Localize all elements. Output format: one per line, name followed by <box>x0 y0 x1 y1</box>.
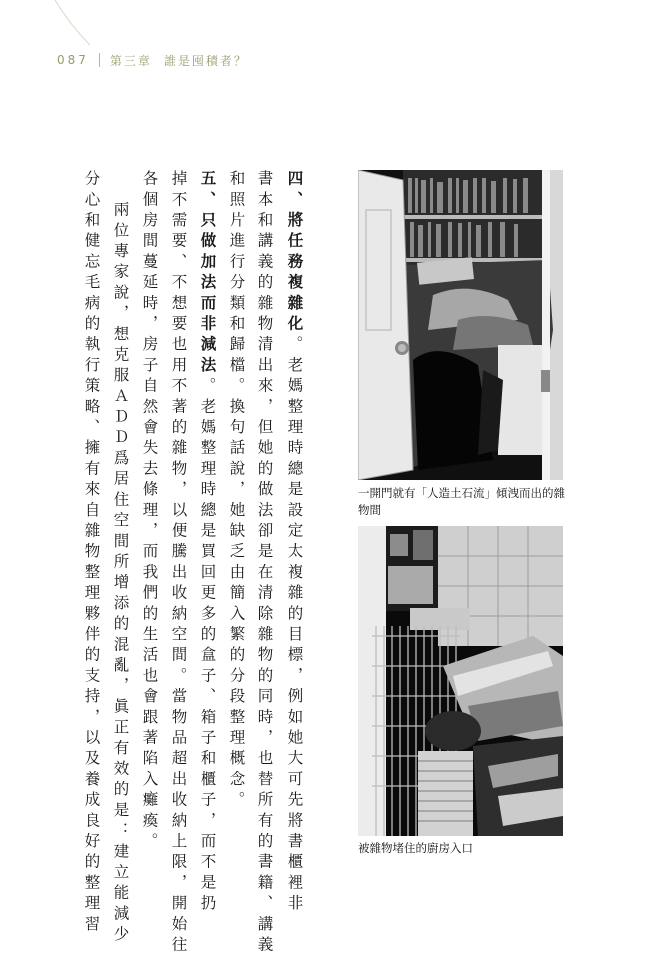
text-column-7 <box>111 170 130 947</box>
text-column-3 <box>228 170 244 840</box>
text-column-1 <box>285 170 305 916</box>
text-column-4 <box>198 170 218 916</box>
paragraph-text: 書本和講義的雜物清出來，但她的做法卻是在清除雜物的同時，也替所有的書籍、講義 <box>255 170 274 957</box>
text-column-5 <box>169 170 188 957</box>
paragraph-text: 。老媽整理時總是設定太複雜的目標，例如她大可先將書櫃裡非 <box>285 335 304 916</box>
header-divider <box>99 53 100 67</box>
page-number: 087 <box>57 53 89 67</box>
kitchen-entrance-photo <box>358 526 563 836</box>
paragraph-text: 掉不需要、不想要也用不著的雜物，以便騰出收納空間。當物品超出收納上限，開始往 <box>169 170 188 957</box>
paragraph-text: 分心和健忘毛病的執行策略、擁有來自雜物整理夥伴的支持，以及養成良好的整理習 <box>82 170 101 936</box>
paragraph-text: 各個房間蔓延時，房子自然會失去條理，而我們的生活也會跟著陷入癱瘓。 <box>140 170 159 854</box>
paragraph-text: 兩位專家說，想克服ＡＤＤ爲居住空間所增添的混亂，眞正有效的是：建立能減少 <box>111 201 130 947</box>
chapter-title: 誰是囤積者？ <box>163 53 248 68</box>
text-column-2 <box>255 170 274 957</box>
paragraph-text: 。老媽整理時總是買回更多的盒子、箱子和櫃子，而不是扔 <box>198 377 217 916</box>
section-heading-five: 五、只做加法而非減法 <box>198 170 218 377</box>
bottom-photo-caption: 被雜物堵住的廚房入口 <box>358 841 473 855</box>
storage-room-photo <box>358 170 563 480</box>
paragraph-text: 和照片進行分類和歸檔。換句話說，她缺乏由簡入繁的分段整理概念。 <box>227 170 246 812</box>
top-photo-caption: 一開門就有「人造土石流」傾洩而出的雜物間 <box>358 486 565 517</box>
running-header <box>57 50 248 70</box>
text-column-8 <box>82 170 101 936</box>
section-heading-four: 四、將任務複雜化 <box>285 170 305 336</box>
chapter-label: 第三章 <box>109 53 152 68</box>
text-column-6 <box>140 170 159 854</box>
